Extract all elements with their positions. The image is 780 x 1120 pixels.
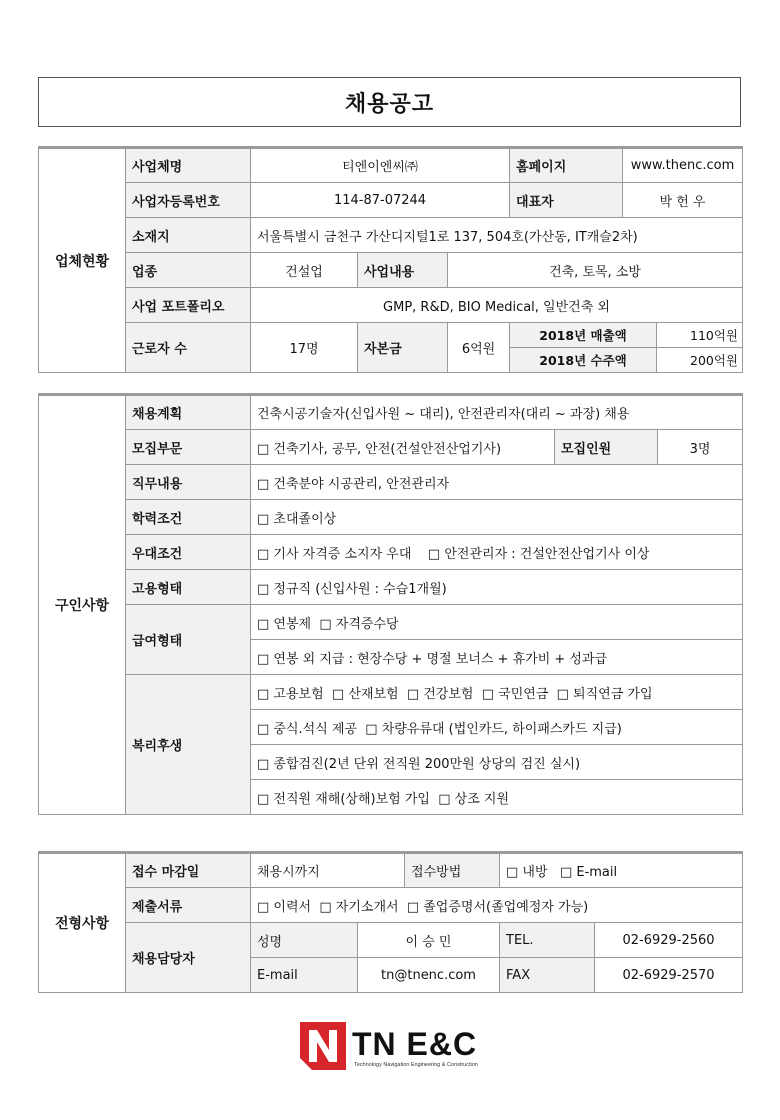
label-sales: 2018년 매출액 (510, 323, 657, 348)
orders: 200억원 (657, 348, 743, 373)
section-label-selection: 전형사항 (39, 853, 126, 993)
label-contact: 채용담당자 (126, 923, 251, 993)
email-link[interactable]: tn@tnenc.com (358, 958, 500, 993)
pay-line-1: □ 연봉제 □ 자격증수당 (251, 605, 743, 640)
dept: □ 건축기사, 공무, 안전(건설안전산업기사) (251, 430, 555, 465)
label-ceo: 대표자 (510, 183, 623, 218)
label-fax: FAX (500, 958, 595, 993)
label-welfare: 복리후생 (126, 675, 251, 815)
company-table (38, 146, 743, 373)
page-title: 채용공고 (38, 77, 741, 127)
label-person: 성명 (251, 923, 358, 958)
regno: 114-87-07244 (251, 183, 510, 218)
label-emp: 고용형태 (126, 570, 251, 605)
label-portfolio: 사업 포트폴리오 (126, 288, 251, 323)
industry: 건설업 (251, 253, 358, 288)
label-edu: 학력조건 (126, 500, 251, 535)
welfare-line-3: □ 종합검진(2년 단위 전직원 200만원 상당의 검진 실시) (251, 745, 743, 780)
welfare-line-1: □ 고용보험 □ 산재보험 □ 건강보험 □ 국민연금 □ 퇴직연금 가입 (251, 675, 743, 710)
capital: 6억원 (448, 323, 510, 373)
logo-text: TN E&C (352, 1026, 478, 1062)
selection-table (38, 851, 743, 993)
label-employees: 근로자 수 (126, 323, 251, 373)
label-plan: 채용계획 (126, 395, 251, 430)
pay-line-2: □ 연봉 외 지급 : 현장수당 + 명절 보너스 + 휴가비 + 성과급 (251, 640, 743, 675)
label-homepage: 홈페이지 (510, 148, 623, 183)
ceo: 박 헌 우 (623, 183, 743, 218)
label-address: 소재지 (126, 218, 251, 253)
homepage-link[interactable]: www.thenc.com (623, 148, 743, 183)
pref: □ 기사 자격증 소지자 우대 □ 안전관리자 : 건설안전산업기사 이상 (251, 535, 743, 570)
company-name: 티엔이엔씨㈜ (251, 148, 510, 183)
label-capital: 자본금 (358, 323, 448, 373)
person: 이 승 민 (358, 923, 500, 958)
tel: 02-6929-2560 (595, 923, 743, 958)
edu: □ 초대졸이상 (251, 500, 743, 535)
label-deadline: 접수 마감일 (126, 853, 251, 888)
count: 3명 (658, 430, 743, 465)
label-company-name: 사업체명 (126, 148, 251, 183)
logo-tagline: Technology Navigation Engineering & Construction (354, 1062, 478, 1068)
label-pref: 우대조건 (126, 535, 251, 570)
label-count: 모집인원 (555, 430, 658, 465)
label-business: 사업내용 (358, 253, 448, 288)
deadline: 채용시까지 (251, 853, 405, 888)
label-tel: TEL. (500, 923, 595, 958)
label-email: E-mail (251, 958, 358, 993)
address: 서울특별시 금천구 가산디지털1로 137, 504호(가산동, IT캐슬2차) (251, 218, 743, 253)
docs: □ 이력서 □ 자기소개서 □ 졸업증명서(졸업예정자 가능) (251, 888, 743, 923)
section-label-job: 구인사항 (39, 395, 126, 815)
label-industry: 업종 (126, 253, 251, 288)
duty: □ 건축분야 시공관리, 안전관리자 (251, 465, 743, 500)
fax: 02-6929-2570 (595, 958, 743, 993)
method: □ 내방 □ E-mail (500, 853, 743, 888)
company-logo (300, 1022, 480, 1074)
tn-logo-icon (300, 1022, 346, 1070)
sales: 110억원 (657, 323, 743, 348)
label-pay: 급여형태 (126, 605, 251, 675)
employees: 17명 (251, 323, 358, 373)
business: 건축, 토목, 소방 (448, 253, 743, 288)
label-regno: 사업자등록번호 (126, 183, 251, 218)
welfare-line-4: □ 전직원 재해(상해)보험 가입 □ 상조 지원 (251, 780, 743, 815)
label-duty: 직무내용 (126, 465, 251, 500)
portfolio: GMP, R&D, BIO Medical, 일반건축 외 (251, 288, 743, 323)
plan: 건축시공기술자(신입사원 ~ 대리), 안전관리자(대리 ~ 과장) 채용 (251, 395, 743, 430)
label-docs: 제출서류 (126, 888, 251, 923)
label-method: 접수방법 (405, 853, 500, 888)
welfare-line-2: □ 중식.석식 제공 □ 차량유류대 (법인카드, 하이패스카드 지급) (251, 710, 743, 745)
label-orders: 2018년 수주액 (510, 348, 657, 373)
section-label-company: 업체현황 (39, 148, 126, 373)
job-table (38, 393, 743, 815)
emp: □ 정규직 (신입사원 : 수습1개월) (251, 570, 743, 605)
label-dept: 모집부문 (126, 430, 251, 465)
